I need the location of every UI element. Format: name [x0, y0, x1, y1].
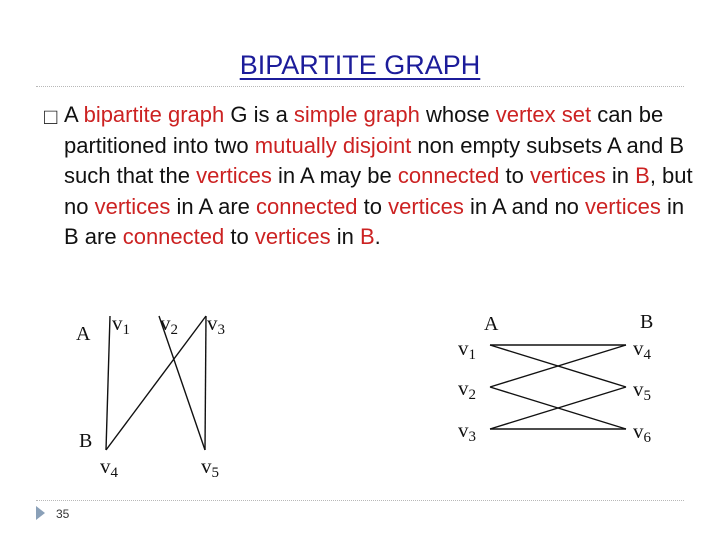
highlighted-term: vertex set	[495, 102, 592, 127]
highlighted-term: connected	[122, 224, 225, 249]
paragraph-text: G is a	[224, 102, 294, 127]
paragraph-text: .	[374, 224, 381, 249]
highlighted-term: mutually disjoint	[254, 132, 412, 158]
highlighted-term: connected	[397, 163, 500, 188]
bottom-divider	[36, 500, 684, 501]
paragraph-text: in A and no	[463, 193, 586, 219]
paragraph-text: non empty subsets A and B such that the	[64, 132, 685, 188]
paragraph-text: in A are	[170, 193, 257, 219]
paragraph-text: in	[605, 163, 636, 188]
highlighted-term: vertices	[94, 193, 171, 219]
highlighted-term: B	[635, 163, 650, 188]
slide-title: BIPARTITE GRAPH	[239, 50, 481, 80]
graph1-set-b-label: B	[79, 430, 93, 452]
graph2-diagram	[458, 311, 653, 446]
graph1-diagram	[76, 311, 225, 481]
highlighted-term: vertices	[388, 193, 464, 219]
graph1-vertex-v1: v1	[112, 311, 130, 338]
graph2-vertex-v5: v5	[633, 377, 651, 404]
highlighted-term: vertices	[196, 163, 272, 188]
graph2-set-b-label: B	[640, 311, 654, 333]
paragraph-text: , but no	[64, 163, 693, 219]
paragraph-text: to	[357, 193, 389, 219]
graph2-vertex-v1: v1	[458, 336, 476, 363]
graph1-edge-v3-v5	[205, 316, 206, 450]
graph1-vertex-v4: v4	[100, 454, 118, 481]
graph1-vertex-v2: v2	[160, 311, 178, 338]
graph2-vertex-v6: v6	[633, 419, 651, 446]
graph2-vertex-v4: v4	[633, 336, 651, 363]
graph2-vertex-v3: v3	[458, 418, 476, 445]
paragraph-text: can be partitioned into two	[64, 102, 664, 158]
highlighted-term: bipartite graph	[83, 102, 225, 127]
highlighted-term: vertices	[585, 193, 661, 219]
paragraph-text: in	[330, 224, 360, 249]
graph1-vertex-v3: v3	[207, 311, 225, 338]
slide-number: 35	[56, 507, 70, 521]
highlighted-term: B	[359, 224, 375, 249]
paragraph-text: to	[224, 224, 255, 249]
paragraph-text: to	[499, 163, 530, 188]
highlighted-term: vertices	[529, 163, 606, 188]
graph1-vertex-v5: v5	[201, 454, 219, 481]
paragraph-text: whose	[419, 102, 496, 127]
graph2-vertex-v2: v2	[458, 376, 476, 403]
graph1-set-a-label: A	[76, 323, 91, 345]
paragraph-text: in B are	[64, 193, 685, 249]
graph1-edge-v2-v5	[159, 316, 205, 450]
graph2-edges	[490, 345, 626, 429]
highlighted-term: vertices	[254, 224, 331, 249]
graph1-edge-v3-v4	[106, 316, 206, 450]
bullet-icon: □	[44, 104, 58, 129]
paragraph-text: in A may be	[271, 163, 398, 188]
paragraph-text: A	[64, 102, 84, 127]
graph1-edges	[106, 316, 206, 450]
graph2-set-a-label: A	[484, 313, 499, 335]
highlighted-term: simple graph	[293, 102, 420, 127]
highlighted-term: connected	[256, 193, 358, 219]
slide-number-marker-icon	[36, 506, 45, 520]
graph1-edge-v1-v4	[106, 316, 110, 450]
